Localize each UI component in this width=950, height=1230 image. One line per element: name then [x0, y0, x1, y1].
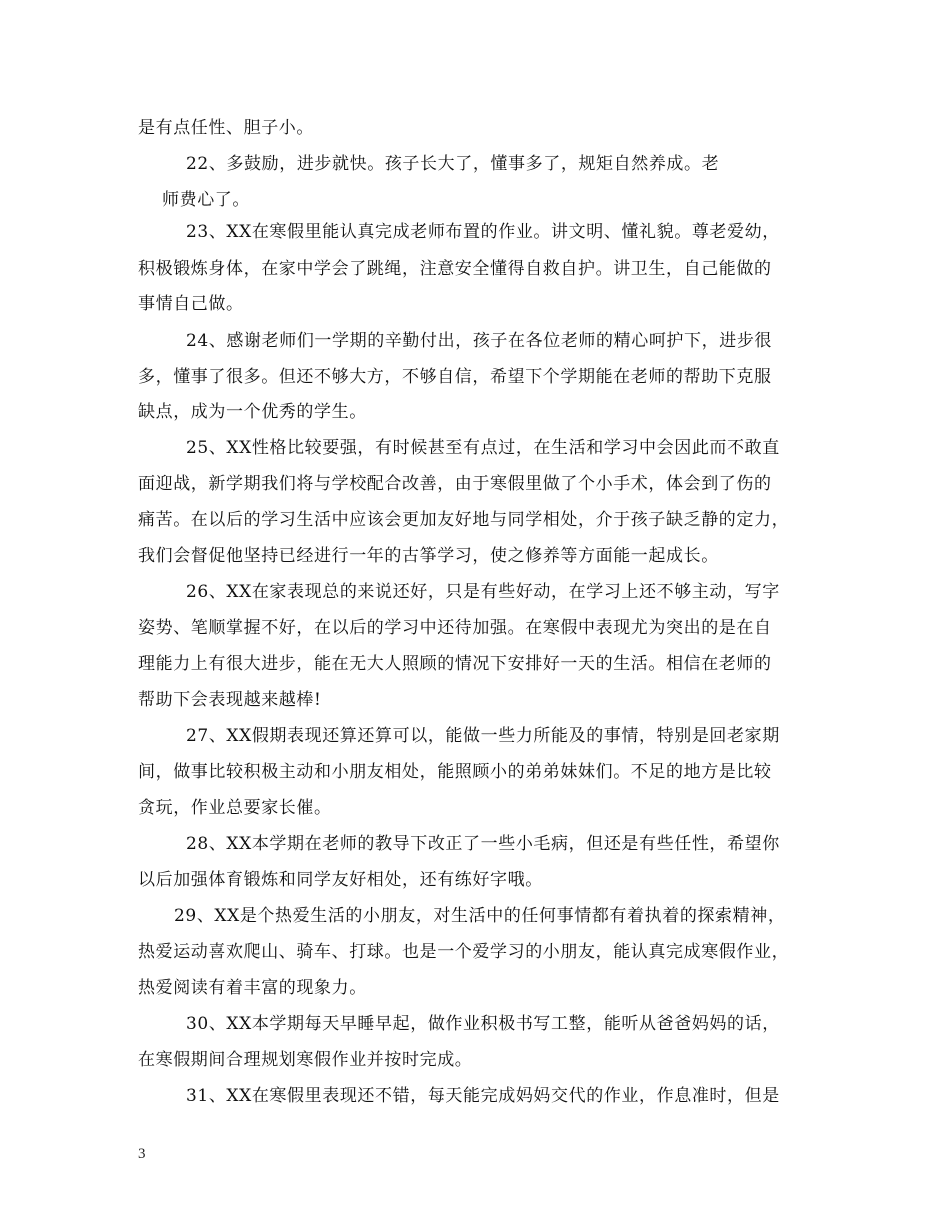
- text-line: 28、XX本学期在老师的教导下改正了一些小毛病，但还是有些任性，希望你: [186, 834, 780, 854]
- text-line: 热爱阅读有着丰富的现象力。: [138, 978, 367, 998]
- page-number: 3: [138, 1146, 146, 1162]
- text-line: 以后加强体育锻炼和同学友好相处，还有练好字哦。: [138, 870, 543, 890]
- text-line: 30、XX本学期每天早睡早起，做作业积极书写工整，能听从爸爸妈妈的话，: [186, 1014, 780, 1034]
- text-line: 多，懂事了很多。但还不够大方，不够自信，希望下个学期能在老师的帮助下克服: [138, 367, 772, 387]
- text-line: 痛苦。在以后的学习生活中应该会更加友好地与同学相处，介于孩子缺乏静的定力，: [138, 510, 790, 530]
- text-line: 29、XX是个热爱生活的小朋友，对生活中的任何事情都有着执着的探索精神，: [174, 906, 786, 926]
- text-line: 缺点，成为一个优秀的学生。: [138, 402, 367, 422]
- text-line: 热爱运动喜欢爬山、骑车、打球。也是一个爱学习的小朋友，能认真完成寒假作业，: [138, 942, 790, 962]
- text-line: 面迎战，新学期我们将与学校配合改善，由于寒假里做了个小手术，体会到了伤的: [138, 474, 772, 494]
- text-line: 在寒假期间合理规划寒假作业并按时完成。: [138, 1050, 473, 1070]
- text-line: 26、XX在家表现总的来说还好，只是有些好动，在学习上还不够主动，写字: [186, 582, 780, 602]
- text-line: 23、XX在寒假里能认真完成老师布置的作业。讲文明、懂礼貌。尊老爱幼，: [186, 222, 780, 242]
- text-line: 事情自己做。: [138, 294, 244, 314]
- text-line: 是有点任性、胆子小。: [138, 118, 314, 138]
- text-line: 27、XX假期表现还算还算可以，能做一些力所能及的事情，特别是回老家期: [186, 726, 780, 746]
- text-line: 积极锻炼身体，在家中学会了跳绳，注意安全懂得自救自护。讲卫生，自己能做的: [138, 259, 772, 279]
- text-line: 贪玩，作业总要家长催。: [138, 798, 332, 818]
- text-line: 师费心了。: [162, 190, 250, 210]
- text-line: 22、多鼓励，进步就快。孩子长大了，懂事多了，规矩自然养成。老: [186, 154, 720, 174]
- text-line: 我们会督促他坚持已经进行一年的古筝学习，使之修养等方面能一起成长。: [138, 546, 719, 566]
- text-line: 24、感谢老师们一学期的辛勤付出，孩子在各位老师的精心呵护下，进步很: [186, 331, 773, 351]
- text-line: 帮助下会表现越来越棒!: [138, 690, 322, 710]
- text-line: 姿势、笔顺掌握不好，在以后的学习中还待加强。在寒假中表现尤为突出的是在自: [138, 618, 772, 638]
- text-line: 理能力上有很大进步，能在无大人照顾的情况下安排好一天的生活。相信在老师的: [138, 654, 772, 674]
- text-line: 25、XX性格比较要强，有时候甚至有点过，在生活和学习中会因此而不敢直: [186, 438, 780, 458]
- text-line: 31、XX在寒假里表现还不错，每天能完成妈妈交代的作业，作息准时，但是: [186, 1086, 780, 1106]
- text-line: 间，做事比较积极主动和小朋友相处，能照顾小的弟弟妹妹们。不足的地方是比较: [138, 762, 772, 782]
